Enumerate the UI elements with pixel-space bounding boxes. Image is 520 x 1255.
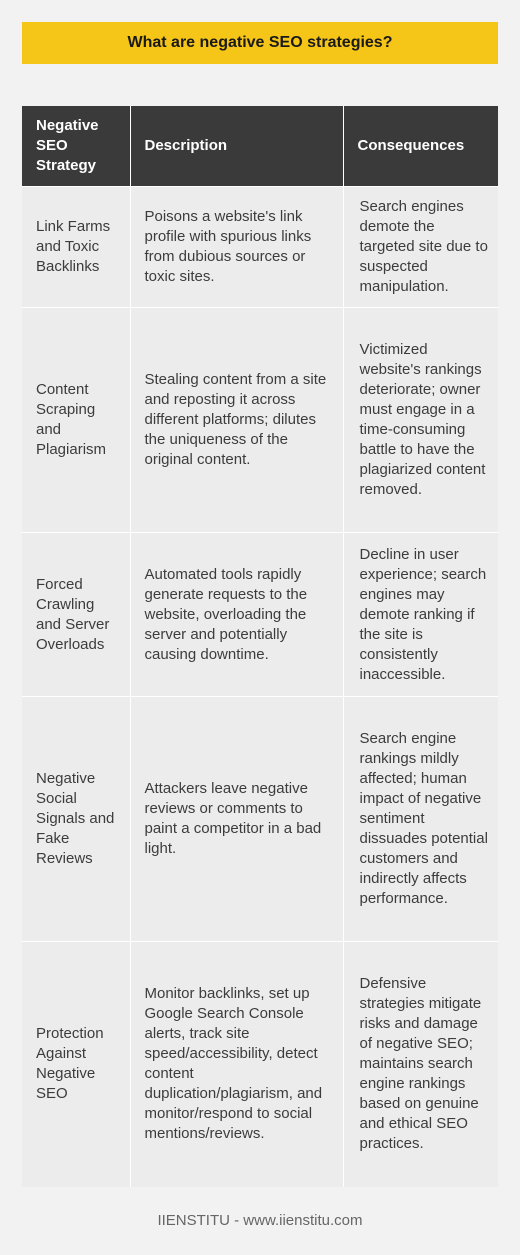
table-header-row <box>22 106 498 187</box>
consequences-cell: Search engine rankings mildly affected; human impact of negative sentiment dissuades potential customers and indirectly affects performance. <box>343 697 498 942</box>
strategy-cell: Protection Against Negative SEO <box>22 942 130 1187</box>
strategy-cell: Link Farms and Toxic Backlinks <box>22 187 130 308</box>
table-row <box>22 942 498 1187</box>
table-row <box>22 187 498 308</box>
description-cell: Automated tools rapidly generate requests to the website, overloading the server and potentially causing downtime. <box>130 533 343 697</box>
strategy-cell: Content Scraping and Plagiarism <box>22 308 130 533</box>
consequences-cell: Decline in user experience; search engines may demote ranking if the site is consistently inaccessible. <box>343 533 498 697</box>
header-strategy: Negative SEO Strategy <box>22 106 130 187</box>
strategies-table <box>22 106 498 1187</box>
description-cell: Stealing content from a site and reposting it across different platforms; dilutes the uniqueness of the original content. <box>130 308 343 533</box>
strategy-cell: Negative Social Signals and Fake Reviews <box>22 697 130 942</box>
strategy-cell: Forced Crawling and Server Overloads <box>22 533 130 697</box>
description-cell: Attackers leave negative reviews or comments to paint a competitor in a bad light. <box>130 697 343 942</box>
description-cell: Monitor backlinks, set up Google Search Console alerts, track site speed/accessibility, detect content duplication/plagiarism, and monitor/respond to social mentions/reviews. <box>130 942 343 1187</box>
table-row <box>22 308 498 533</box>
page-title: What are negative SEO strategies? <box>127 34 393 51</box>
header-description: Description <box>130 106 343 187</box>
consequences-cell: Search engines demote the targeted site due to suspected manipulation. <box>343 187 498 308</box>
consequences-cell: Defensive strategies mitigate risks and damage of negative SEO; maintains search engine rankings based on genuine and ethical SEO practices. <box>343 942 498 1187</box>
footer-credit: IIENSTITU - www.iienstitu.com <box>157 1212 363 1229</box>
consequences-cell: Victimized website's rankings deteriorate; owner must engage in a time-consuming battle to have the plagiarized content removed. <box>343 308 498 533</box>
table-row <box>22 533 498 697</box>
description-cell: Poisons a website's link profile with spurious links from dubious sources or toxic sites. <box>130 187 343 308</box>
title-banner <box>22 22 498 64</box>
table-row <box>22 697 498 942</box>
header-consequences: Consequences <box>343 106 498 187</box>
